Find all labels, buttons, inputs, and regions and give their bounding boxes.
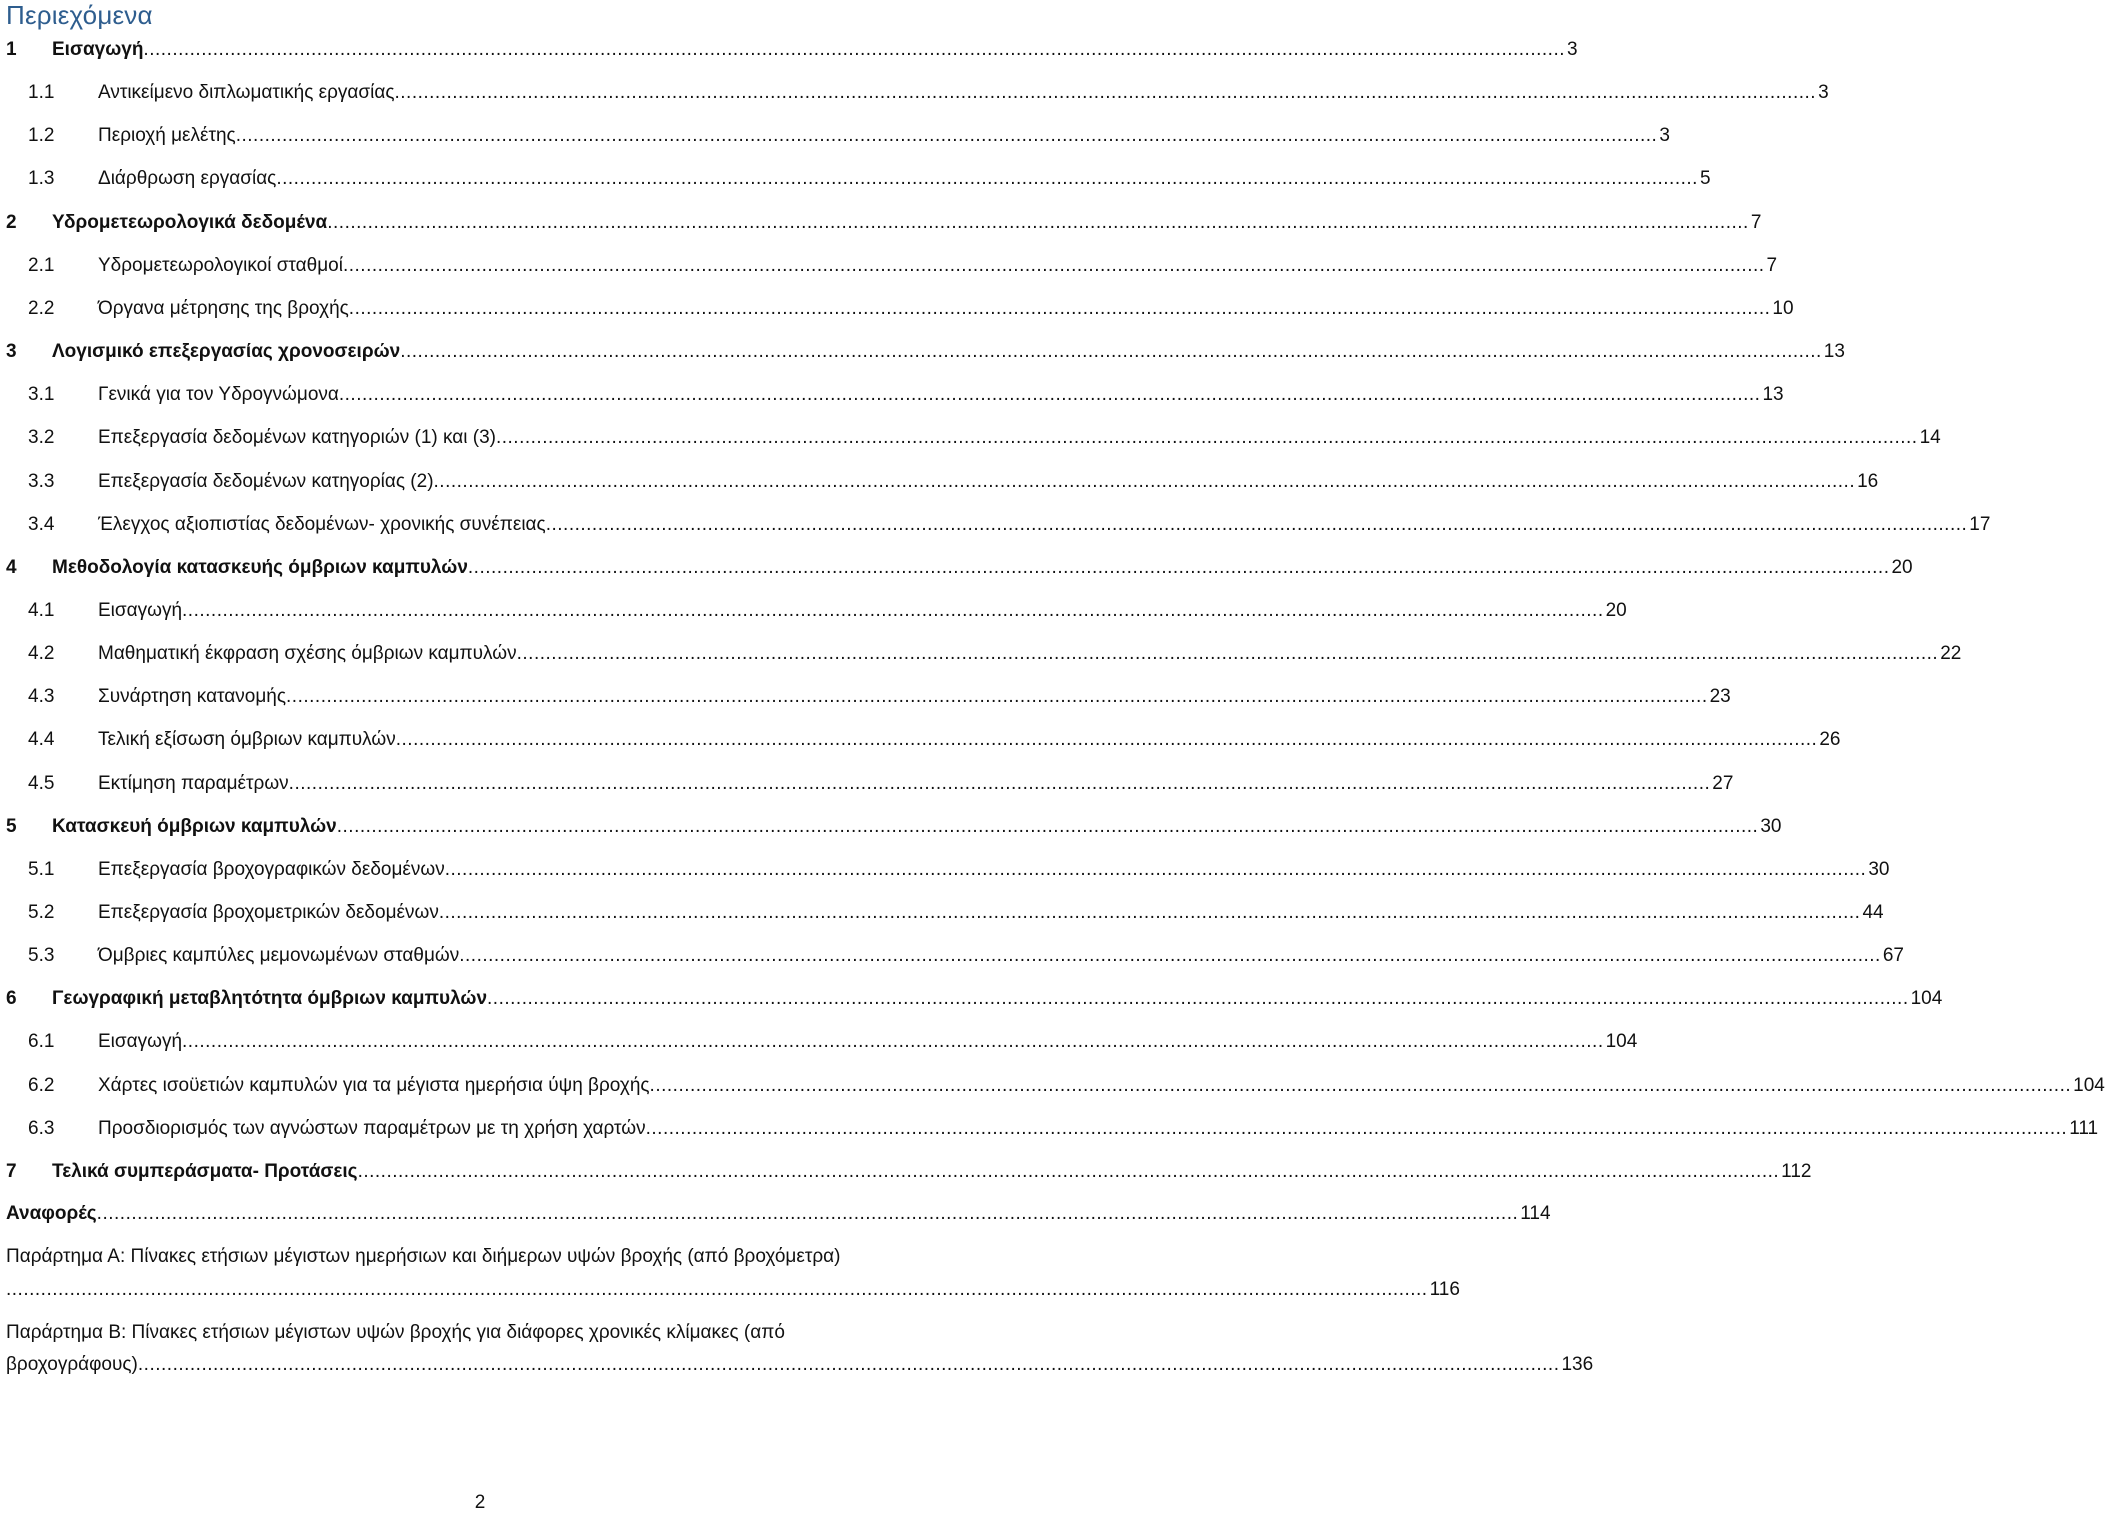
toc-entry-label: Συνάρτηση κατανομής (98, 686, 287, 708)
toc-entry-page: 17 (1969, 513, 1991, 535)
toc-entry-page: 104 (1910, 988, 1943, 1010)
toc-entry[interactable] (0, 639, 1962, 669)
toc-entry-number: 4 (6, 556, 17, 578)
toc-entry[interactable] (0, 208, 1762, 238)
toc-entry-label: Χάρτες ισοϋετιών καμπυλών για τα μέγιστα ημερήσια ύψη βροχής (98, 1074, 650, 1096)
toc-entry-number: 4.1 (28, 599, 55, 621)
toc-entry-line (52, 337, 1845, 367)
toc-entry-line (98, 467, 1879, 497)
toc-entry[interactable] (0, 294, 1794, 324)
toc-entry-label: Προσδιορισμός των αγνώστων παραμέτρων με τη χρήση χαρτών (98, 1117, 646, 1139)
toc-entry[interactable] (0, 337, 1845, 367)
toc-entry[interactable] (0, 769, 1734, 799)
toc-entry-page: 112 (1781, 1160, 1812, 1182)
toc-entry-line (98, 423, 1941, 453)
toc-entry-number: 4.2 (28, 643, 55, 665)
toc-entry-line (98, 725, 1841, 755)
toc-entry-number: 3.1 (28, 384, 55, 406)
toc-entry-label: Όμβριες καμπύλες μεμονωμένων σταθμών (98, 945, 460, 967)
toc-entry-line (98, 941, 1904, 971)
dot-leader: ...................................................................................................................................................................................................................................................... (182, 1031, 1604, 1053)
toc-entry-label: Τελική εξίσωση όμβριων καμπυλών (98, 729, 396, 751)
toc-entry-appendix-b-leader[interactable] (6, 1350, 1594, 1380)
toc-entry-number: 3 (6, 341, 17, 363)
toc-entry[interactable] (0, 121, 1670, 151)
toc-entry-page: 27 (1712, 772, 1734, 794)
toc-entry[interactable] (0, 941, 1904, 971)
toc-entry-page: 30 (1760, 815, 1782, 837)
toc-entry-line (98, 380, 1784, 410)
toc-entry-number: 1.3 (28, 168, 55, 190)
dot-leader: ...................................................................................................................................................................................................................................................... (649, 1074, 2072, 1096)
dot-leader: ...................................................................................................................................................................................................................................................... (6, 1279, 1428, 1300)
toc-entry-line (98, 1114, 2099, 1144)
toc-entry-references[interactable] (6, 1199, 1551, 1229)
toc-entry-page: 13 (1823, 341, 1845, 363)
toc-entry[interactable] (0, 1114, 2099, 1144)
toc-entry-page: 3 (1567, 39, 1578, 60)
toc-entry-number: 6.2 (28, 1074, 55, 1096)
dot-leader: ...................................................................................................................................................................................................................................................... (336, 815, 1759, 837)
toc-entry-line (98, 251, 1778, 281)
toc-entry-number: 3.2 (28, 427, 55, 449)
toc-entry-label: Γενικά για τον Υδρογνώμονα (98, 384, 339, 406)
toc-entry[interactable] (0, 1157, 1812, 1187)
toc-entry[interactable] (0, 855, 1890, 885)
toc-entry-label: Μαθηματική έκφραση σχέσης όμβριων καμπυλών (98, 643, 517, 665)
toc-entry-number: 4.5 (28, 772, 55, 794)
toc-entry-page: 111 (2069, 1117, 2099, 1139)
toc-entry-label: Αναφορές (6, 1203, 97, 1224)
dot-leader: ...................................................................................................................................................................................................................................................... (487, 988, 1909, 1010)
dot-leader: ...................................................................................................................................................................................................................................................... (395, 729, 1818, 751)
toc-entry-page: 7 (1750, 211, 1762, 233)
dot-leader: ...................................................................................................................................................................................................................................................... (433, 470, 1856, 492)
toc-entry-label: Γεωγραφική μεταβλητότητα όμβριων καμπυλών (52, 988, 488, 1010)
dot-leader: ...................................................................................................................................................................................................................................................... (495, 427, 1918, 449)
toc-entry-page: 23 (1709, 686, 1731, 708)
toc-entry-page: 116 (1429, 1279, 1460, 1300)
toc-entry-page: 5 (1699, 168, 1711, 190)
toc-entry-number: 2.1 (28, 254, 55, 276)
page-number: 2 (474, 1492, 486, 1513)
toc-entry-line (98, 164, 1711, 194)
toc-entry-label: Επεξεργασία βροχομετρικών δεδομένων (98, 902, 439, 923)
toc-entry[interactable] (0, 35, 1578, 65)
toc-entry[interactable] (0, 467, 1879, 497)
toc-entry-page: 20 (1891, 556, 1913, 578)
toc-entry[interactable] (0, 596, 1627, 626)
dot-leader: ...................................................................................................................................................................................................................................................... (444, 858, 1867, 880)
dot-leader: ...................................................................................................................................................................................................................................................... (338, 384, 1761, 406)
dot-leader: ...................................................................................................................................................................................................................................................... (459, 945, 1881, 967)
toc-entry[interactable] (0, 725, 1841, 755)
toc-entry-label: Εκτίμηση παραμέτρων (98, 772, 289, 794)
toc-entry[interactable] (0, 78, 1829, 108)
dot-leader: ...................................................................................................................................................................................................................................................... (348, 297, 1771, 319)
dot-leader: ...................................................................................................................................................................................................................................................... (467, 556, 1890, 578)
toc-entry-line (52, 1157, 1812, 1187)
toc-entry-line (52, 35, 1578, 65)
toc-entry-line (98, 596, 1627, 626)
toc-entry-label: Εισαγωγή (98, 1031, 183, 1053)
toc-entry-page: 10 (1772, 297, 1794, 319)
toc-entry-page: 3 (1818, 82, 1829, 104)
toc-entry-line (98, 1027, 1638, 1057)
toc-entry-label: Επεξεργασία δεδομένων κατηγοριών (1) και (3) (98, 427, 496, 449)
toc-entry-label: Διάρθρωση εργασίας (98, 168, 277, 190)
toc-entry-label: Εισαγωγή (98, 599, 183, 621)
toc-entry-page: 22 (1940, 643, 1962, 665)
dot-leader: ...................................................................................................................................................................................................................................................... (342, 254, 1765, 276)
toc-entry[interactable] (0, 984, 1943, 1014)
toc-entry-label: Επεξεργασία βροχογραφικών δεδομένων (98, 858, 445, 880)
toc-entry[interactable] (0, 1027, 1638, 1057)
toc-entry-page: 104 (2073, 1074, 2105, 1096)
toc-entry-number: 3.4 (28, 513, 55, 535)
toc-entry[interactable] (0, 510, 1991, 540)
toc-entry-line (98, 769, 1734, 799)
toc-entry-label: Περιοχή μελέτης (98, 125, 236, 147)
toc-entry-line (98, 510, 1991, 540)
dot-leader: ...................................................................................................................................................................................................................................................... (357, 1160, 1780, 1182)
toc-entry-label: Τελικά συμπεράσματα- Προτάσεις (52, 1160, 358, 1182)
toc-entry-page: 114 (1520, 1203, 1551, 1224)
toc-entry[interactable] (0, 553, 1913, 583)
dot-leader: ...................................................................................................................................................................................................................................................... (235, 125, 1658, 147)
dot-leader: ...................................................................................................................................................................................................................................................... (286, 686, 1708, 708)
toc-entry-appendix-a-label[interactable]: Παράρτημα Α: Πίνακες ετήσιων μέγιστων ημερήσιων και διήμερων υψών βροχής (από βροχόμετρα) (6, 1246, 841, 1267)
toc-title: Περιεχόμενα (6, 0, 153, 30)
toc-entry-label: Όργανα μέτρησης της βροχής (98, 297, 349, 319)
toc-entry-page: 13 (1762, 384, 1784, 406)
toc-entry-line (98, 855, 1890, 885)
dot-leader: ...................................................................................................................................................................................................................................................... (645, 1117, 2068, 1139)
toc-entry-line (52, 553, 1913, 583)
toc-entry-line (98, 898, 1884, 928)
toc-entry-number: 6 (6, 988, 17, 1010)
toc-entry-number: 5.1 (28, 858, 55, 880)
dot-leader: ...................................................................................................................................................................................................................................................... (137, 1354, 1560, 1375)
toc-entry-page: 136 (1561, 1354, 1594, 1375)
toc-entry-number: 7 (6, 1160, 17, 1182)
toc-entry-number: 5.2 (28, 902, 55, 923)
dot-leader: ...................................................................................................................................................................................................................................................... (394, 82, 1817, 104)
dot-leader: ...................................................................................................................................................................................................................................................... (516, 643, 1939, 665)
toc-entry-page: 7 (1766, 254, 1778, 276)
toc-entry[interactable] (0, 682, 1731, 712)
toc-entry-page: 20 (1605, 599, 1627, 621)
toc-entry-label: Λογισμικό επεξεργασίας χρονοσειρών (52, 341, 401, 363)
toc-entry[interactable] (0, 1071, 2105, 1101)
toc-entry[interactable] (0, 251, 1778, 281)
dot-leader: ...................................................................................................................................................................................................................................................... (288, 772, 1711, 794)
toc-entry-page: 16 (1857, 470, 1879, 492)
toc-entry-number: 2.2 (28, 297, 55, 319)
toc-entry[interactable] (0, 164, 1711, 194)
toc-entry-line (98, 1071, 2105, 1101)
dot-leader: ...................................................................................................................................................................................................................................................... (327, 211, 1749, 233)
toc-entry[interactable] (0, 812, 1782, 842)
toc-entry-page: 104 (1605, 1031, 1638, 1053)
toc-entry-label-continued: βροχογράφους) (6, 1354, 138, 1375)
toc-entry-number: 1.1 (28, 82, 55, 104)
toc-entry-page: 26 (1819, 729, 1841, 751)
toc-entry-number: 2 (6, 211, 17, 233)
dot-leader: ...................................................................................................................................................................................................................................................... (400, 341, 1822, 363)
toc-entry-label: Εισαγωγή (52, 39, 144, 60)
toc-entry-line (52, 984, 1943, 1014)
toc-entry-line (98, 121, 1670, 151)
toc-entry-label: Μεθοδολογία κατασκευής όμβριων καμπυλών (52, 556, 468, 578)
toc-entry-label: Έλεγχος αξιοπιστίας δεδομένων- χρονικής συνέπειας (98, 513, 546, 535)
toc-entry-number: 6.3 (28, 1117, 55, 1139)
toc-entry-line (98, 682, 1731, 712)
toc-entry-appendix-a-leader[interactable] (6, 1275, 1460, 1305)
toc-entry-page: 67 (1882, 945, 1904, 967)
toc-entry-line (52, 812, 1782, 842)
toc-entry-page: 14 (1919, 427, 1941, 449)
toc-entry-label: Αντικείμενο διπλωματικής εργασίας (98, 82, 395, 104)
toc-entry-number: 3.3 (28, 470, 55, 492)
toc-entry-appendix-b-label[interactable]: Παράρτημα Β: Πίνακες ετήσιων μέγιστων υψών βροχής για διάφορες χρονικές κλίμακες (από (6, 1322, 785, 1343)
toc-entry-number: 4.3 (28, 686, 55, 708)
toc-entry[interactable] (0, 380, 1784, 410)
toc-entry[interactable] (0, 423, 1941, 453)
toc-entry-label: Επεξεργασία δεδομένων κατηγορίας (2) (98, 470, 434, 492)
toc-entry-number: 1 (6, 39, 17, 60)
toc-entry-page: 3 (1659, 125, 1670, 147)
toc-entry-line (98, 639, 1962, 669)
toc-entry-label: Υδρομετεωρολογικοί σταθμοί (98, 254, 343, 276)
dot-leader: ...................................................................................................................................................................................................................................................... (143, 39, 1566, 60)
dot-leader: ...................................................................................................................................................................................................................................................... (276, 168, 1698, 190)
toc-entry-number: 5.3 (28, 945, 55, 967)
dot-leader: ...................................................................................................................................................................................................................................................... (545, 513, 1968, 535)
toc-entry-line (52, 208, 1762, 238)
dot-leader: ...................................................................................................................................................................................................................................................... (438, 902, 1861, 923)
toc-entry-page: 44 (1862, 902, 1884, 923)
dot-leader: ...................................................................................................................................................................................................................................................... (182, 599, 1604, 621)
toc-entry-number: 5 (6, 815, 17, 837)
toc-entry-label: Υδρομετεωρολογικά δεδομένα (52, 211, 328, 233)
toc-entry-number: 1.2 (28, 125, 55, 147)
toc-entry-line (98, 294, 1794, 324)
toc-entry-number: 6.1 (28, 1031, 55, 1053)
toc-entry[interactable] (0, 898, 1884, 928)
toc-entry-number: 4.4 (28, 729, 55, 751)
toc-entry-page: 30 (1868, 858, 1890, 880)
toc-entry-line (98, 78, 1829, 108)
dot-leader: ...................................................................................................................................................................................................................................................... (96, 1203, 1519, 1224)
toc-entry-label: Κατασκευή όμβριων καμπυλών (52, 815, 337, 837)
